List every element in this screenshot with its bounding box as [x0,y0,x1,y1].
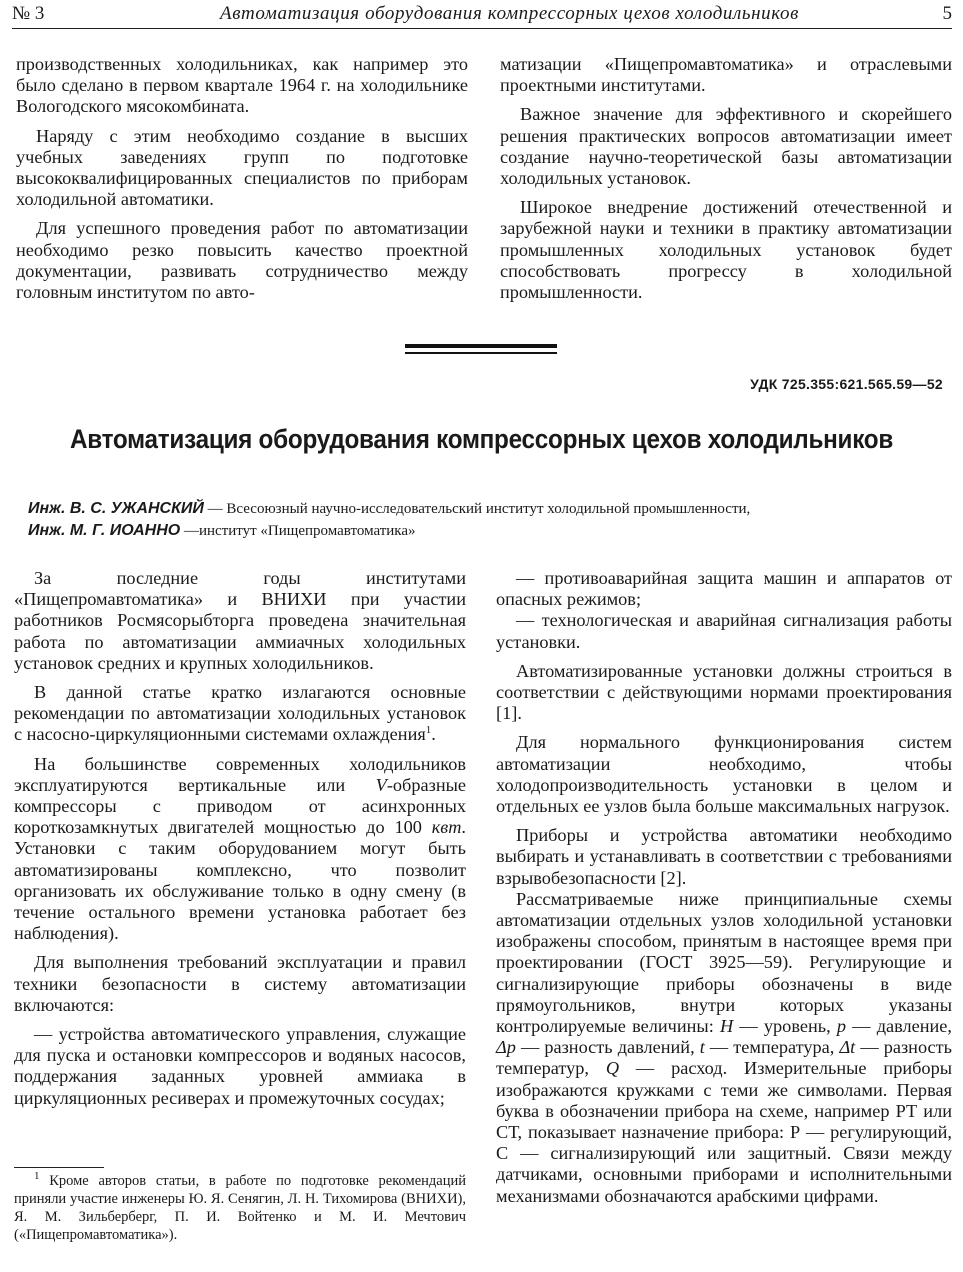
paragraph-text: . Установки с таким оборудованием могут быть автоматизированы комплексно, что позволит организовать их обслуживание только в одну смену (в течение остального времени установка работает без наблюдения). [14,817,466,944]
footnote-rule [14,1167,104,1168]
footnote-ref: 1 [425,724,432,737]
paragraph-text: — разность давлений, [515,1037,700,1058]
paragraph: — технологическая и аварийная сигнализация работы установки. [496,610,952,652]
paragraph: Автоматизированные установки должны строиться в соответствии с действующими нормами проектирования [1]. [496,660,952,724]
paragraph: Широкое внедрение достижений отечественной и зарубежной науки и техники в практику автоматизации промышленных холодильных установок будет способствовать прогрессу в холодильной промышленности. [500,197,952,303]
unit: квт [431,817,462,838]
paragraph: Важное значение для эффективного и скорейшего решения практических вопросов автоматизации имеет создание научно-теоретической базы автоматизации холодильных установок. [500,104,952,189]
header-rule [12,28,952,29]
running-title: Автоматизация оборудования компрессорных цехов холодильников [220,3,799,24]
paragraph: Для успешного проведения работ по автоматизации необходимо резко повысить качество проектной документации, развивать сотрудничество между головным институтом по авто- [16,218,468,303]
symbol: t [699,1037,705,1058]
issue-number: № 3 [12,3,45,24]
footnote-text [14,1172,466,1244]
section-divider [405,344,557,354]
paragraph-text: Рассматриваемые ниже принципиальные схемы автоматизации отдельных узлов холодильной установки изображены способом, принятым в настоящее время при проектировании (ГОСТ 3925—59). Регулирующие и сигнализирующие приборы обозначены в виде прямоугольников, внутри которых указаны контролируемые величины: [496,888,952,1037]
paragraph-text: — температура, [704,1037,840,1058]
symbol: Q [605,1058,620,1079]
footnote [14,1172,466,1244]
top-right-column [500,54,952,303]
body-left-column [14,568,466,1109]
footnote-mark: 1 [34,1170,40,1183]
symbol: p [836,1016,846,1037]
paragraph-text: На большинстве современных холодильников эксплуатируются вертикальные или [14,753,466,795]
author-line [28,498,948,520]
paragraph-text: — давление, [846,1016,952,1037]
symbol: H [720,1016,734,1037]
paragraph: Приборы и устройства автоматики необходимо выбирать и устанавливать в соответствии с требованиями взрывобезопасности [2]. [496,825,952,888]
paragraph-text: — уровень, [733,1016,837,1037]
author-name: Инж. М. Г. ИОАННО [28,522,181,539]
article-title: Автоматизация оборудования компрессорных цехов холодильников [69,424,894,454]
paragraph: — противоаварийная защита машин и аппаратов от опасных режимов; [496,568,952,610]
paragraph [14,682,466,746]
paragraph-text: В данной статье кратко излагаются основные рекомендации по автоматизации холодильных установок с насосно-циркуляционными системами охлаждения [14,682,466,745]
paragraph: Наряду с этим необходимо создание в высших учебных заведениях групп по подготовке высококвалифицированных специалистов по приборам холодильной автоматики. [16,125,468,210]
paragraph-text: -образные компрессоры с приводом от асинхронных короткозамкнутых двигателей мощностью до 100 [14,774,466,838]
author-affiliation: —институт «Пищепромавтоматика» [180,523,416,539]
paragraph [14,754,466,945]
paragraph: Для выполнения требований эксплуатации и правил техники безопасности в систему автоматизации включаются: [14,952,466,1015]
paragraph-text: — разность температур, [496,1037,952,1079]
author-name: Инж. В. С. УЖАНСКИЙ [28,500,204,517]
paragraph: матизации «Пищепромавтоматика» и отраслевыми проектными институтами. [500,54,952,96]
paragraph: За последние годы институтами «Пищепромавтоматика» и ВНИХИ при участии работников Росмясорыбторга проведена значительная работа по автоматизации аммиачных холодильных установок средних и крупных холодильников. [14,568,466,673]
paragraph-text: — расход. Измерительные приборы изображаются кружками с теми же символами. Первая буква в обозначении прибора на схеме, например РТ или СТ, показывает назначение прибора: Р — регулирующий, С — сигнализирующий или защитный. Связи между датчиками, основными приборами и исполнительными механизмами обозначаются арабскими цифрами. [496,1058,952,1206]
authors-block [28,498,948,542]
symbol: Δp [496,1037,516,1058]
running-header [12,2,952,28]
page-number: 5 [942,3,952,24]
udk-code: УДК 725.355:621.565.59—52 [750,376,943,392]
symbol: V [375,774,387,795]
paragraph-text: . [431,724,436,745]
footnote-body: Кроме авторов статьи, в работе по подготовке рекомендаций приняли участие инженеры Ю. Я. Сенягин, Л. Н. Тихомирова (ВНИХИ), Я. М. Зильберберг, П. И. Войтенко и М. И. Мечтович («Пищепромавтоматика»). [14,1173,466,1243]
body-right-column [496,568,952,1207]
paragraph [496,889,952,1207]
paragraph: производственных холодильниках, как например это было сделано в первом квартале 1964 г. на холодильнике Вологодского мясокомбината. [16,54,468,117]
author-line [28,520,948,542]
top-left-column [16,54,468,303]
paragraph: Для нормального функционирования систем автоматизации необходимо, чтобы холодопроизводительность установки в целом и отдельных ее узлов была больше максимальных нагрузок. [496,732,952,817]
author-affiliation: — Всесоюзный научно-исследовательский институт холодильной промышленности, [203,501,751,517]
symbol: Δt [839,1037,856,1058]
paragraph: — устройства автоматического управления, служащие для пуска и остановки компрессоров и водяных насосов, поддержания заданных уровней аммиака в циркуляционных ресиверах и промежуточных сосудах; [14,1024,466,1108]
